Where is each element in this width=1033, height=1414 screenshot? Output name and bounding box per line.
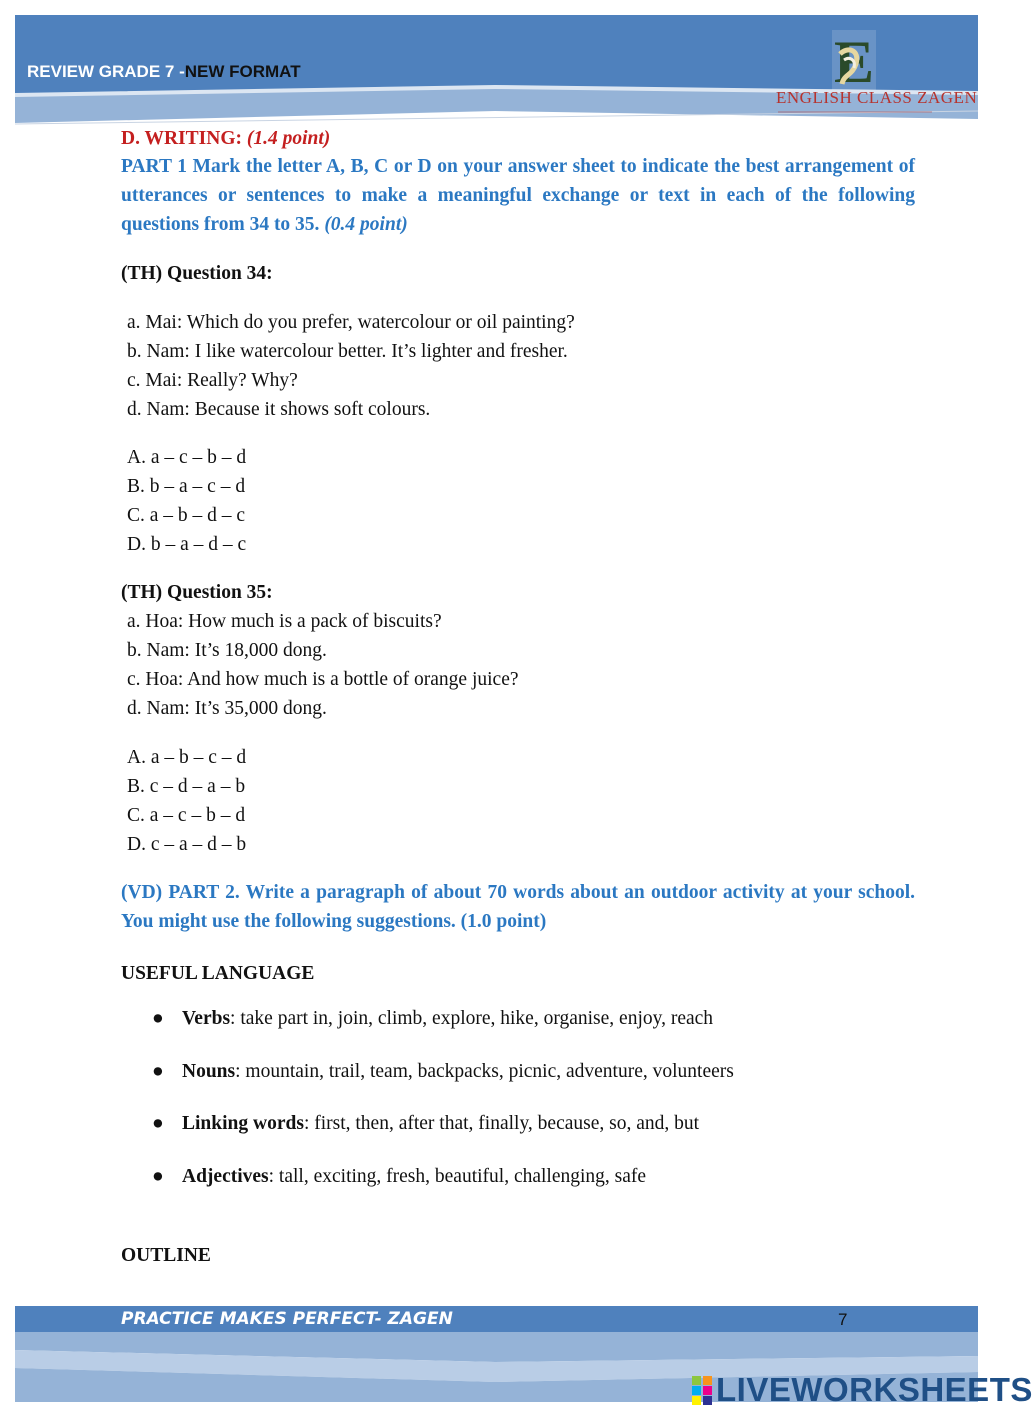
question34-exchange <box>121 308 915 424</box>
dialogue-line: d. Nam: Because it shows soft colours. <box>127 399 431 420</box>
liveworksheets-icon <box>692 1376 714 1406</box>
svg-text:E: E <box>833 29 875 95</box>
answer-option[interactable]: A. a – b – c – d <box>127 747 247 768</box>
logo-text: ENGLISH CLASS ZAGEN <box>776 88 978 107</box>
bullet-icon: ● <box>152 1166 164 1187</box>
answer-option[interactable]: B. c – d – a – b <box>127 776 246 797</box>
bullet-icon: ● <box>152 1061 164 1082</box>
question34-options <box>121 443 915 559</box>
bullet-icon: ● <box>152 1008 164 1029</box>
useful-language-item-linking-words: ● Linking words: first, then, after that, finally, because, so, and, but <box>152 1113 700 1134</box>
section-title: D. WRITING: (1.4 point) <box>121 128 331 149</box>
useful-language-item-nouns: ● Nouns: mountain, trail, team, backpacks, picnic, adventure, volunteers <box>152 1061 734 1082</box>
dialogue-line: a. Hoa: How much is a pack of biscuits? <box>127 611 442 632</box>
part1-instruction: PART 1 Mark the letter A, B, C or D on your answer sheet to indicate the best arrangement of utterances or sentences to make a meaningful exchange or text in each of the following questions from 34 to 35. (0.4 point) <box>121 156 915 235</box>
header-title: REVIEW GRADE 7 -NEW FORMAT <box>27 62 301 81</box>
dialogue-line: a. Mai: Which do you prefer, watercolour or oil painting? <box>127 312 575 333</box>
dialogue-line: d. Nam: It’s 35,000 dong. <box>127 698 327 719</box>
useful-language-item-adjectives: ● Adjectives: tall, exciting, fresh, beautiful, challenging, safe <box>152 1166 647 1187</box>
answer-option[interactable]: C. a – b – d – c <box>127 505 246 526</box>
footer-slogan: PRACTICE MAKES PERFECT- ZAGEN <box>121 1309 453 1329</box>
question35-title: (TH) Question 35: <box>121 582 273 603</box>
useful-language-item-verbs: ● Verbs: take part in, join, climb, explore, hike, organise, enjoy, reach <box>152 1008 714 1029</box>
useful-language-heading: USEFUL LANGUAGE <box>121 963 315 984</box>
dialogue-line: b. Nam: I like watercolour better. It’s lighter and fresher. <box>127 341 568 362</box>
question35-options <box>121 743 915 859</box>
bullet-icon: ● <box>152 1113 164 1134</box>
answer-option[interactable]: B. b – a – c – d <box>127 476 246 497</box>
page-number: 7 <box>838 1310 848 1329</box>
question35-exchange <box>121 607 915 723</box>
answer-option[interactable]: D. c – a – d – b <box>127 834 247 855</box>
dialogue-line: b. Nam: It’s 18,000 dong. <box>127 640 327 661</box>
dialogue-line: c. Hoa: And how much is a bottle of orange juice? <box>127 669 519 690</box>
answer-option[interactable]: A. a – c – b – d <box>127 447 247 468</box>
outline-heading: OUTLINE <box>121 1245 211 1266</box>
question34-title: (TH) Question 34: <box>121 263 273 284</box>
answer-option[interactable]: C. a – c – b – d <box>127 805 246 826</box>
dialogue-line: c. Mai: Really? Why? <box>127 370 298 391</box>
answer-option[interactable]: D. b – a – d – c <box>127 534 247 555</box>
part2-instruction: (VD) PART 2. Write a paragraph of about 70 words about an outdoor activity at your school. You might use the following suggestions. (1.0 point) <box>121 882 915 932</box>
liveworksheets-watermark[interactable]: LIVEWORKSHEETS <box>716 1371 1033 1408</box>
